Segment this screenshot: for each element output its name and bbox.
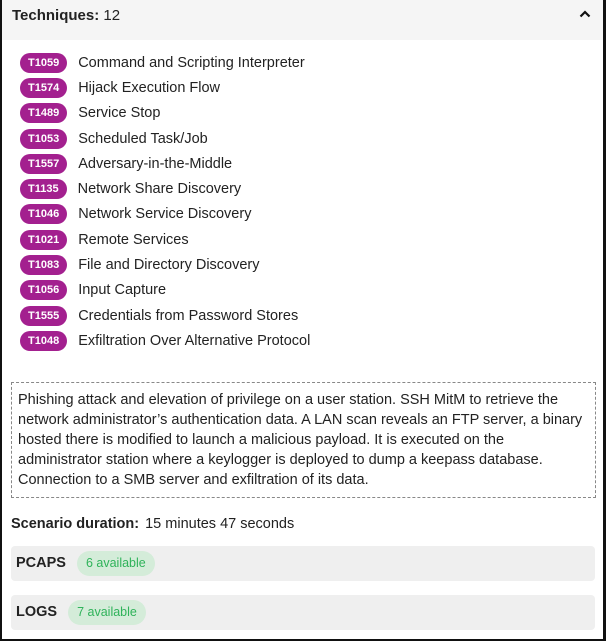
technique-id-badge[interactable]: T1053 bbox=[20, 129, 67, 149]
scenario-duration bbox=[11, 516, 603, 532]
technique-item bbox=[20, 303, 603, 328]
technique-id-badge[interactable]: T1046 bbox=[20, 204, 67, 224]
technique-name: Hijack Execution Flow bbox=[78, 79, 221, 96]
logs-available-badge: 7 available bbox=[68, 600, 146, 625]
technique-item bbox=[20, 101, 603, 126]
technique-id-badge[interactable]: T1489 bbox=[20, 103, 67, 123]
technique-name: File and Directory Discovery bbox=[78, 257, 260, 274]
techniques-count: 12 bbox=[103, 7, 121, 24]
technique-item bbox=[20, 328, 603, 353]
technique-name: Adversary-in-the-Middle bbox=[78, 155, 233, 172]
technique-name: Credentials from Password Stores bbox=[78, 307, 299, 324]
chevron-up-icon[interactable] bbox=[577, 6, 593, 22]
scenario-details-card bbox=[2, 0, 603, 639]
technique-item bbox=[20, 151, 603, 176]
technique-name: Network Service Discovery bbox=[78, 206, 252, 223]
technique-name: Remote Services bbox=[78, 231, 189, 248]
technique-item bbox=[20, 75, 603, 100]
technique-item bbox=[20, 126, 603, 151]
technique-name: Scheduled Task/Job bbox=[78, 130, 208, 147]
duration-value: 15 minutes 47 seconds bbox=[145, 515, 295, 532]
technique-id-badge[interactable]: T1048 bbox=[20, 331, 67, 351]
scenario-description: Phishing attack and elevation of privilege on a user station. SSH MitM to retrieve the network administrator’s authentication data. A LAN scan reveals an FTP server, a binary hosted there is modified to launch a malicious payload. It is executed on the administrator station where a keylogger is deployed to dump a keepass database. Connection to a SMB server and exfiltration of its data. bbox=[11, 382, 596, 498]
technique-name: Command and Scripting Interpreter bbox=[78, 54, 305, 71]
techniques-label: Techniques: bbox=[12, 7, 100, 24]
pcaps-title: PCAPS bbox=[16, 555, 66, 572]
techniques-header[interactable] bbox=[2, 0, 603, 40]
technique-item bbox=[20, 176, 603, 201]
technique-id-badge[interactable]: T1574 bbox=[20, 78, 67, 98]
technique-item bbox=[20, 252, 603, 277]
pcaps-panel[interactable] bbox=[11, 546, 595, 581]
technique-item bbox=[20, 202, 603, 227]
logs-panel[interactable] bbox=[11, 595, 595, 630]
technique-id-badge[interactable]: T1059 bbox=[20, 53, 67, 73]
technique-id-badge[interactable]: T1555 bbox=[20, 306, 67, 326]
technique-name: Service Stop bbox=[78, 105, 161, 122]
duration-label: Scenario duration: bbox=[11, 515, 140, 532]
technique-id-badge[interactable]: T1083 bbox=[20, 255, 67, 275]
technique-id-badge[interactable]: T1135 bbox=[20, 179, 67, 199]
technique-item bbox=[20, 227, 603, 252]
technique-item bbox=[20, 50, 603, 75]
pcaps-available-badge: 6 available bbox=[77, 551, 155, 576]
techniques-title bbox=[12, 7, 120, 24]
techniques-list bbox=[2, 40, 603, 354]
technique-id-badge[interactable]: T1557 bbox=[20, 154, 67, 174]
logs-title: LOGS bbox=[16, 604, 58, 621]
technique-id-badge[interactable]: T1021 bbox=[20, 230, 67, 250]
technique-name: Exfiltration Over Alternative Protocol bbox=[78, 332, 311, 349]
technique-name: Input Capture bbox=[78, 282, 167, 299]
technique-name: Network Share Discovery bbox=[77, 181, 242, 198]
technique-id-badge[interactable]: T1056 bbox=[20, 280, 67, 300]
technique-item bbox=[20, 278, 603, 303]
